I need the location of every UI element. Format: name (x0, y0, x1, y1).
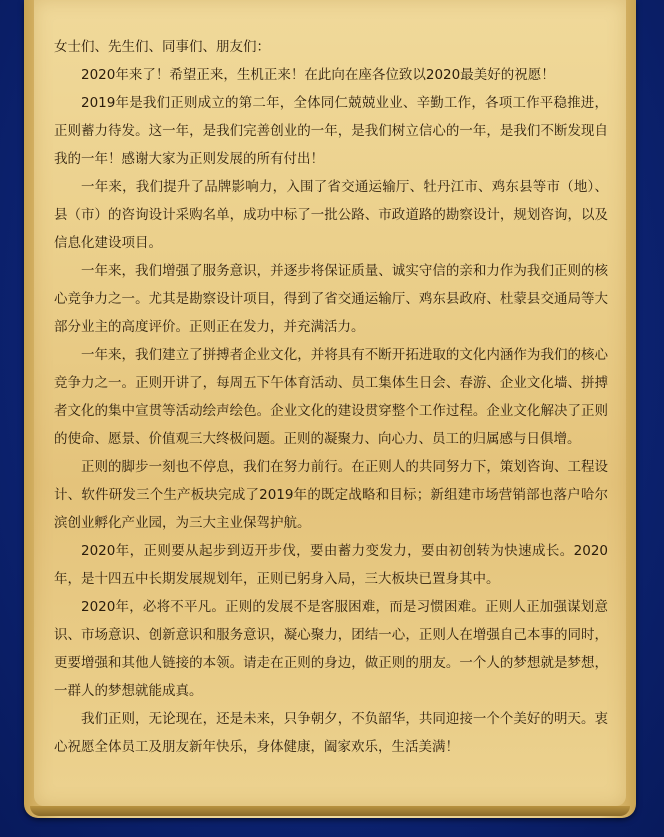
letter-body (54, 33, 608, 761)
letter-paragraph: 2019年是我们正则成立的第二年，全体同仁兢兢业业、辛勤工作，各项工作平稳推进，正则蓄力待发。这一年，是我们完善创业的一年，是我们树立信心的一年，是我们不断发现自我的一年！感谢大家为正则发展的所有付出！ (54, 95, 608, 167)
letter-paragraph: 2020年，必将不平凡。正则的发展不是客服困难，而是习惯困难。正则人正加强谋划意识、市场意识、创新意识和服务意识，凝心聚力，团结一心，正则人在增强自己本事的同时，更要增强和其他人链接的本领。请走在正则的身边，做正则的朋友。一个人的梦想就是梦想，一群人的梦想就能成真。 (54, 599, 608, 699)
letter-paragraph: 正则的脚步一刻也不停息，我们在努力前行。在正则人的共同努力下，策划咨询、工程设计、软件研发三个生产板块完成了2019年的既定战略和目标；新组建市场营销部也落户哈尔滨创业孵化产业园，为三大主业保驾护航。 (54, 459, 608, 531)
letter-paragraph: 一年来，我们增强了服务意识，并逐步将保证质量、诚实守信的亲和力作为我们正则的核心竞争力之一。尤其是勘察设计项目，得到了省交通运输厅、鸡东县政府、杜蒙县交通局等大部分业主的高度评价。正则正在发力，并充满活力。 (54, 263, 608, 335)
letter-paragraph: 2020年来了！希望正来，生机正来！在此向在座各位致以2020最美好的祝愿！ (81, 67, 555, 83)
letter-paragraph: 一年来，我们建立了拼搏者企业文化，并将具有不断开拓进取的文化内涵作为我们的核心竞争力之一。正则开讲了，每周五下午体育活动、员工集体生日会、春游、企业文化墙、拼搏者文化的集中宣贯等活动绘声绘色。企业文化的建设贯穿整个工作过程。企业文化解决了正则的使命、愿景、价值观三大终极问题。正则的凝聚力、向心力、员工的归属感与日俱增。 (54, 347, 608, 447)
paper-bottom-edge (30, 806, 630, 816)
letter-paragraph: 一年来，我们提升了品牌影响力，入围了省交通运输厅、牡丹江市、鸡东县等市（地）、县（市）的咨询设计采购名单，成功中标了一批公路、市政道路的勘察设计，规划咨询，以及信息化建设项目。 (54, 179, 608, 251)
letter-paragraph: 2020年，正则要从起步到迈开步伐，要由蓄力变发力，要由初创转为快速成长。2020年，是十四五中长期发展规划年，正则已躬身入局，三大板块已置身其中。 (54, 543, 608, 587)
letter-greeting: 女士们、先生们、同事们、朋友们： (54, 39, 270, 55)
letter-paragraph: 我们正则，无论现在，还是未来，只争朝夕，不负韶华，共同迎接一个个美好的明天。衷心祝愿全体员工及朋友新年快乐，身体健康，阖家欢乐，生活美满！ (54, 711, 608, 755)
